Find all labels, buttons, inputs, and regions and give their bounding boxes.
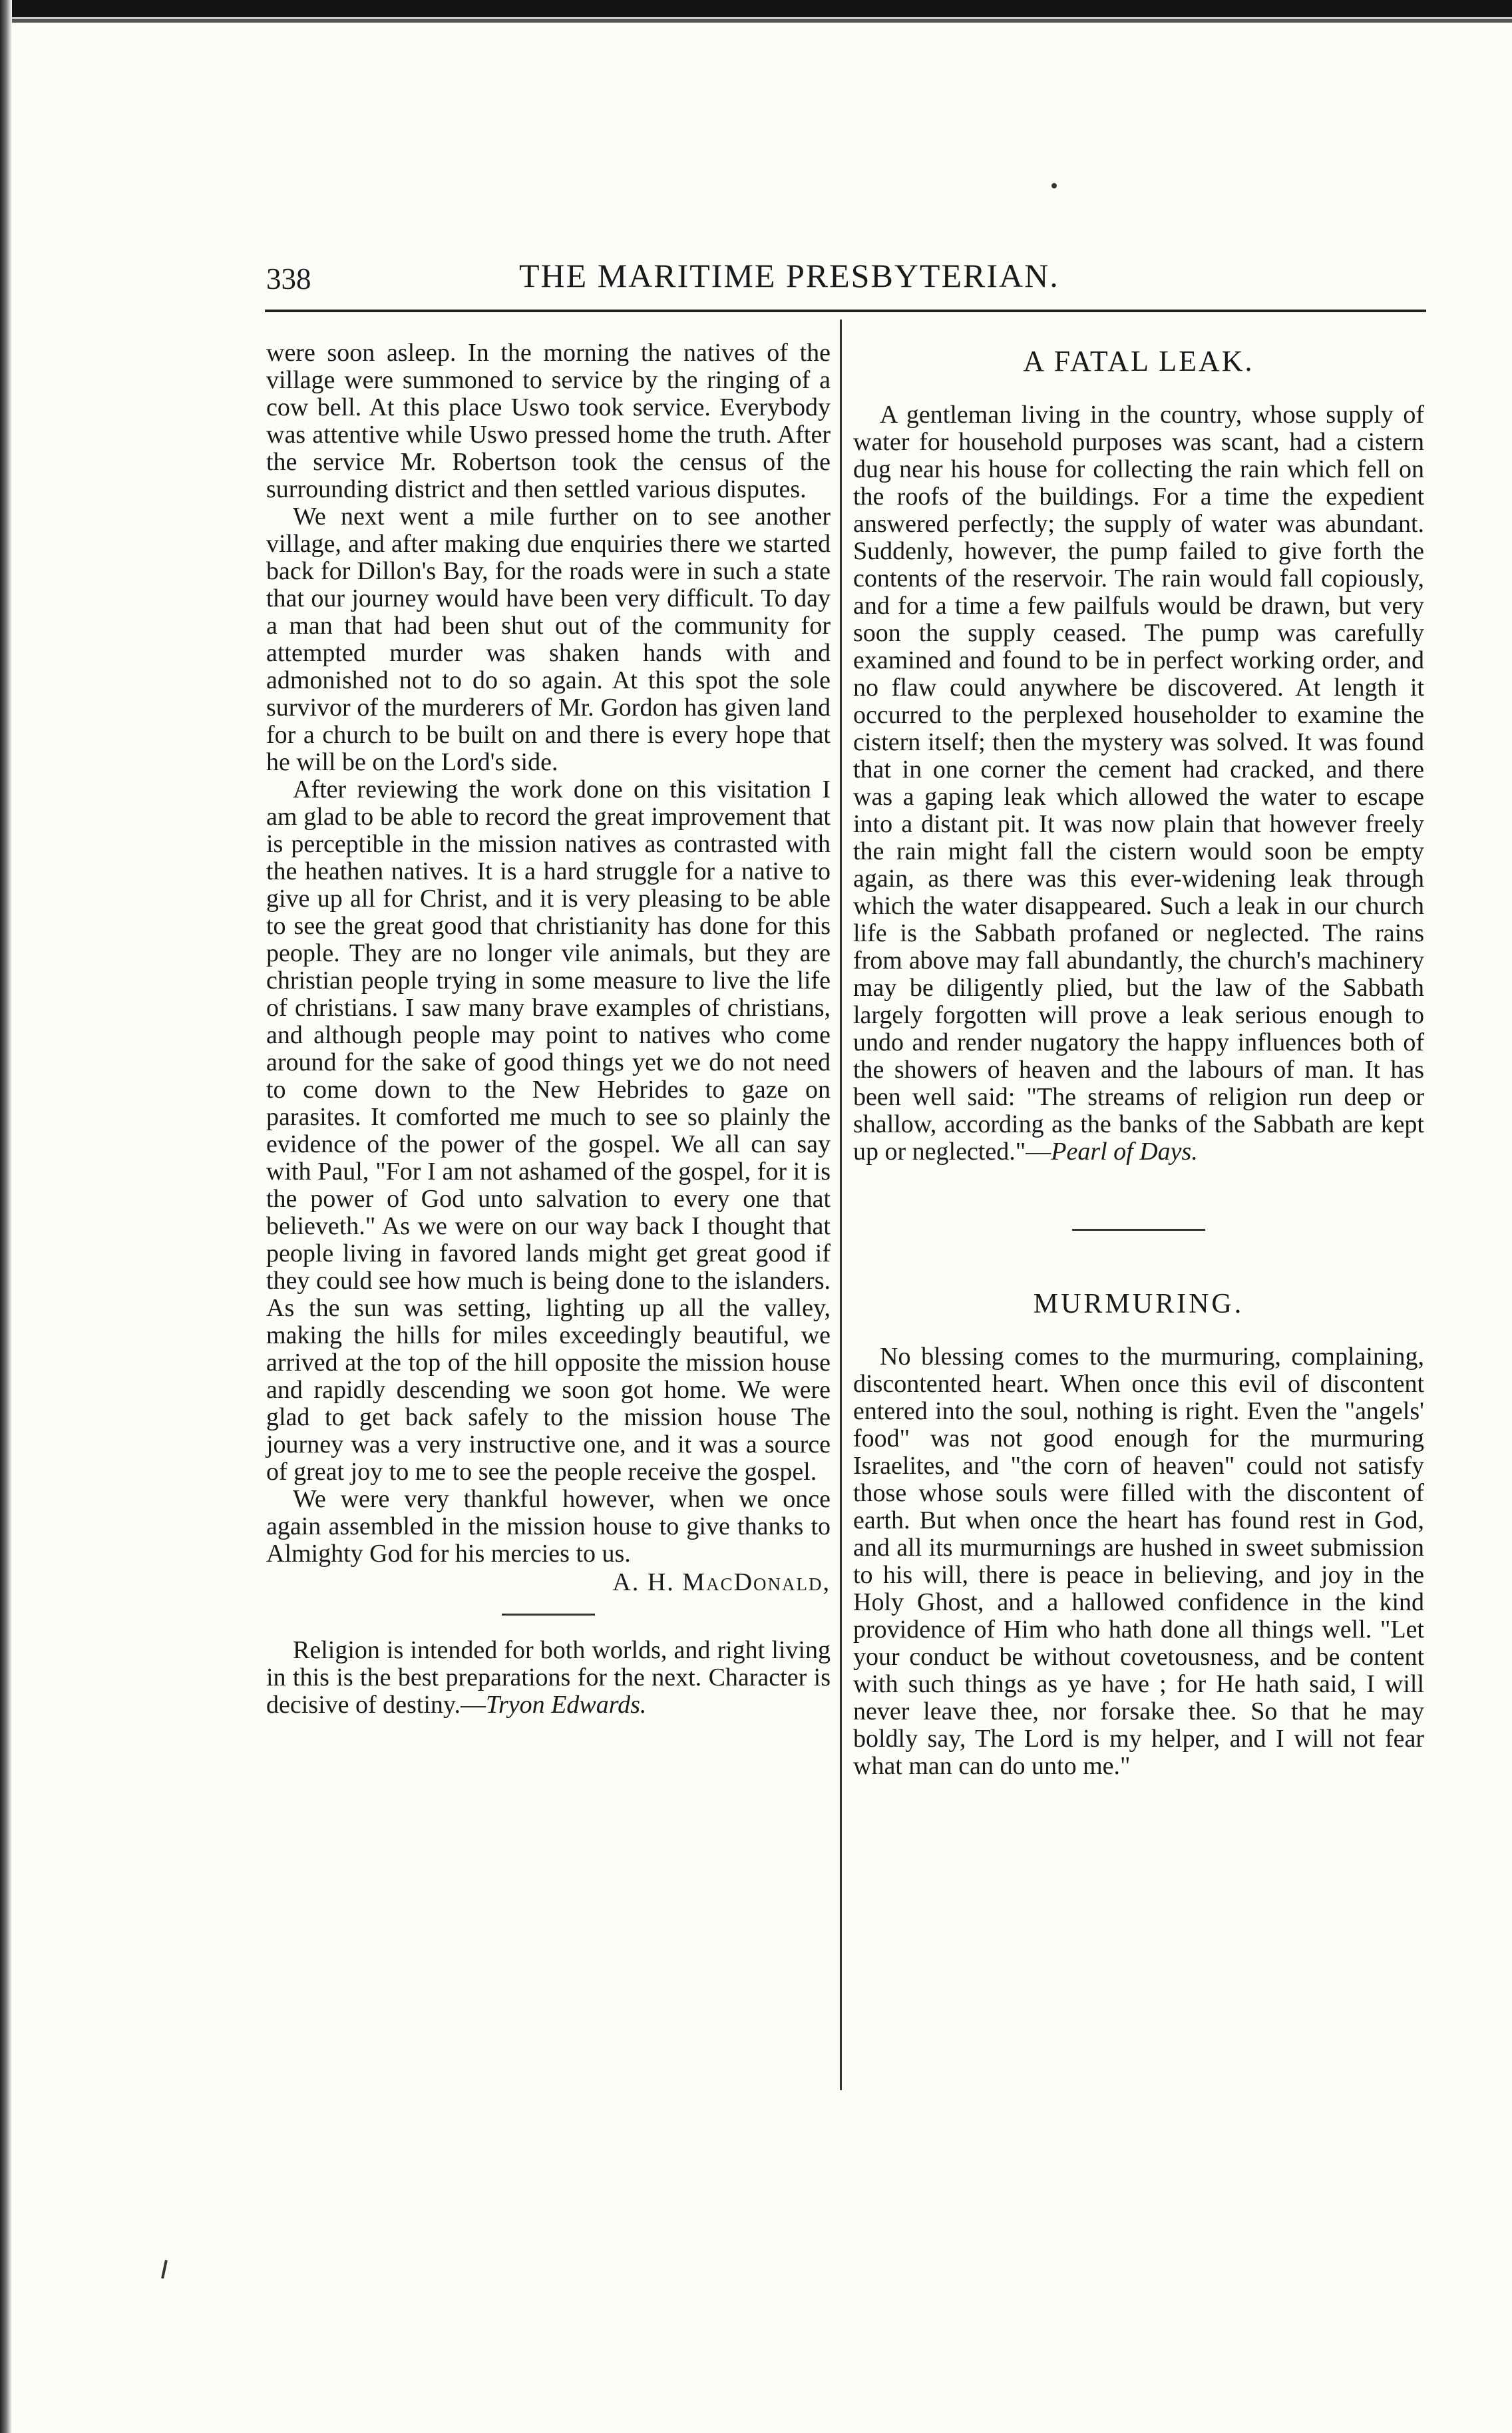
section-rule [1072, 1229, 1205, 1231]
ink-speck [1051, 183, 1057, 188]
signature-name: A. H. MacDonald, [612, 1568, 831, 1596]
paragraph: After reviewing the work done on this visitation I am glad to be able to record the great improvement that is perceptible in the mission natives as contrasted with the heathen natives. It is a hard struggle for a native to give up all for Christ, and it is very pleasing to be able to see the great good that christianity has done for this people. They are no longer vile animals, but they are christian people trying in some measure to live the life of christians. I saw many brave examples of christians, and although people may point to natives who come around for the sake of good things yet we do not need to come down to the New Hebrides to gaze on parasites. It comforted me much to see so plainly the evidence of the power of the gospel. We all can say with Paul, "For I am not ashamed of the gospel, for it is the power of God unto salvation to every one that believeth." As we were on our way back I thought that people living in favored lands might get great good if they could see how much is being done to the islanders. As the sun was setting, lighting up all the valley, making the hills for miles exceedingly beautiful, we arrived at the top of the hill opposite the mission house and rapidly descending we soon got home. We were glad to get back safely to the mission house The journey was a very instructive one, and it was a source of great joy to me to see the people receive the gospel. [266, 775, 831, 1486]
section-rule [502, 1614, 595, 1616]
article-title: MURMURING. [1033, 1289, 1244, 1319]
top-border-rule [0, 0, 1512, 17]
page-number: 338 [266, 262, 311, 296]
right-column [853, 339, 1424, 1780]
article-source: Pearl of Days. [1051, 1138, 1198, 1166]
article-title: A FATAL LEAK. [1023, 345, 1254, 377]
article-body [853, 401, 1424, 1166]
column-divider [840, 320, 842, 2090]
article-body: No blessing comes to the murmuring, complaining, discontented heart. When once this evil of discontent entered into the soul, nothing is right. Even the "angels' food" was not good enough for the murmuring Israelites, and "the corn of heaven" could not satisfy those whose souls were filled with the discontent of earth. But when once the heart has found rest in God, and all its murmurnings are hushed in sweet submission to his will, there is peace in believing, and joy in the Holy Ghost, and a hallowed confidence in the kind providence of Him who hath done all things well. "Let your conduct be without covetousness, and be content with such things as ye have ; for He hath said, I will never leave thee, nor forsake thee. So that he may boldly say, The Lord is my helper, and I will not fear what man can do unto me." [853, 1343, 1424, 1780]
quote-text: Religion is intended for both worlds, and right living in this is the best preparations for the next. Character is decisive of destiny.— [266, 1636, 831, 1719]
signature [266, 1569, 831, 1596]
quote-author: Tryon Edwards. [485, 1691, 647, 1719]
page-left-edge [0, 0, 12, 2433]
header-rule [265, 310, 1426, 312]
article-body-text: A gentleman living in the country, whose supply of water for household purposes was scant, had a cistern dug near his house for collecting the rain which fell on the roofs of the buildings. For a time the expedient answered perfectly; the supply of water was abundant. Suddenly, however, the pump failed to give forth the contents of the reservoir. The rain would fall copiously, and for a time a few pailfuls would be drawn, but very soon the supply ceased. The pump was carefully examined and found to be in perfect working order, and no flaw could anywhere be discovered. At length it occurred to the perplexed householder to examine the cistern itself; then the mystery was solved. It was found that in one corner the cement had cracked, and there was a gaping leak which allowed the water to escape into a distant pit. It was now plain that however freely the rain might fall the cistern would soon be empty again, as there was this ever-widening leak through which the water disappeared. Such a leak in our church life is the Sabbath profaned or neglected. The rains from above may fall abundantly, the church's machinery may be diligently plied, but the law of the Sabbath largely forgotten will prove a leak serious enough to undo and render nugatory the happy influences both of the showers of heaven and the labours of man. It has been well said: "The streams of religion run deep or shallow, according as the banks of the Sabbath are kept up or neglected."— [853, 401, 1424, 1166]
paragraph: We were very thankful however, when we once again assembled in the mission house to give thanks to Almighty God for his mercies to us. [266, 1485, 831, 1568]
paragraph: We next went a mile further on to see another village, and after making due enquiries there we started back for Dillon's Bay, for the roads were in such a state that our journey would have been very difficult. To day a man that had been shut out of the community for attempted murder was shaken hands with and admonished not to do so again. At this spot the sole survivor of the murderers of Mr. Gordon has given land for a church to be built on and there is every hope that he will be on the Lord's side. [266, 503, 831, 776]
left-column [266, 339, 831, 1719]
paragraph: were soon asleep. In the morning the natives of the village were summoned to service by the ringing of a cow bell. At this place Uswo took service. Everybody was attentive while Uswo pressed home the truth. After the service Mr. Robertson took the census of the surrounding district and then settled various disputes. [266, 339, 831, 503]
quote [266, 1637, 831, 1719]
top-border-rule-secondary [0, 19, 1512, 23]
ink-mark [161, 2260, 168, 2279]
running-head: THE MARITIME PRESBYTERIAN. [519, 257, 1059, 294]
